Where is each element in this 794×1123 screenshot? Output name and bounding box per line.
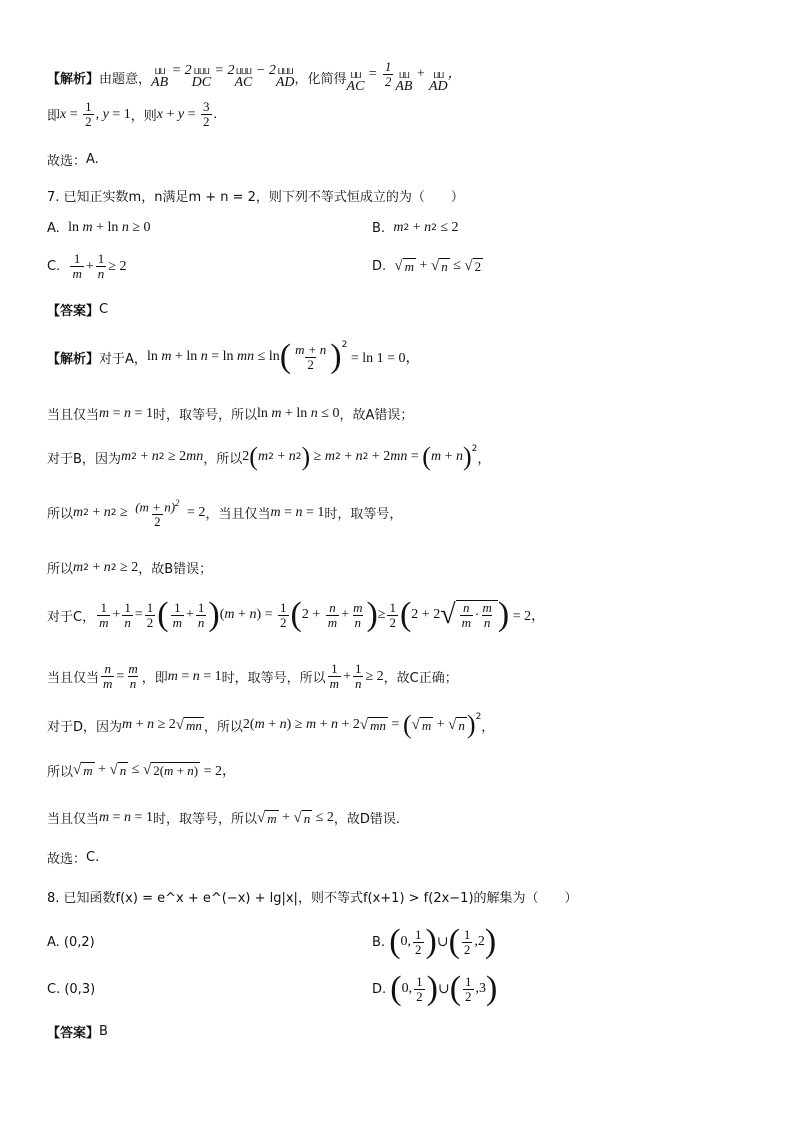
q7-analysis-a-2: 当且仅当 m = n = 1 时，取等号， 所以 ln m + ln n ≤ 0 ，故A错误； <box>47 405 414 423</box>
q8-answer: 【答案】 B <box>47 1024 108 1041</box>
q7-analysis-b: 对于 B， 因为 m 2 + n 2 ≥ 2 mn ， 所以 2 ( m 2 + n 2 ) ≥ m 2 + n 2 + 2 mn = ( m + n ) $^2$ ， <box>47 442 491 471</box>
analysis-tag: 【解析】 <box>47 71 100 87</box>
q8-option-c: C. (0,3) <box>47 982 96 997</box>
simplified-equation: ⵡⵡ AC = $\frac{1}{2}$ ⵡⵡ AB + ⵡⵡ AD， <box>346 59 462 94</box>
q8-stem: 8. 已知函数f(x) = e^x + e^(−x) + lg|x|，则不等式f(x+1) > f(2x−1)的解集为（ ） <box>47 891 578 906</box>
q7-option-a: A. ln m + ln n ≥ 0 <box>47 220 151 236</box>
q7-answer: 【答案】 C <box>47 302 109 319</box>
q7-analysis-b-2: 所以 m 2 + n 2 ≥ $\frac{(m + n)^2}{2}$ = 2 ， 当且仅当 m = n = 1 时，取等号， <box>47 498 403 530</box>
analysis-line-1: 【解析】 由题意， ⵡⵡ AB = 2 ⵡⵡⵡ DC = 2 ⵡⵡⵡ AC − 2 ⵡⵡⵡ AD ，化简得 ⵡⵡ AC = $\frac{1}{2}$ ⵡⵡ AB + ⵡⵡ AD， <box>47 59 462 94</box>
analysis-line-2: 即 x = $\frac{1}{2}$ , y = 1 ，则 x + y = $\frac{3}{2}$ . <box>47 99 218 129</box>
q8-option-d: D. ( 0, $\frac{1}{2}$ ) ∪ ( $\frac{1}{2}$ ,3 ) <box>372 970 498 1007</box>
q7-analysis-b-3: 所以 m 2 + n 2 ≥ 2 ，故B错误； <box>47 559 213 577</box>
q7-analysis-d-2: 所以 √ m + √ n ≤ √ 2(m + n) = 2， <box>47 762 237 780</box>
q7-analysis-c-2: 当且仅当 $\frac{n}{m}$ = $\frac{m}{n}$ ，即 m = n = 1 时，取等号，所以 $\frac{1}{m}$ + $\frac{1}{n}$ ≥ 2 ，故C正确； <box>47 661 458 691</box>
q7-analysis-d-3: 当且仅当 m = n = 1 时，取等号，所以 √ m + √ n ≤ 2 ，故D错误. <box>47 809 401 827</box>
q7-stem: 7. 已知正实数m，n满足m + n = 2，则下列不等式恒成立的为（ ） <box>47 190 464 205</box>
choose-line-1: 故选： A. <box>47 152 99 169</box>
q7-option-b: B. m 2 + n 2 ≤ 2 <box>372 220 459 236</box>
q7-analysis-a: 【解析】 对于 A， ln m + ln n = ln mn ≤ ln ( $\frac{m + n}{2}$ ) $^2$ = ln 1 = 0， <box>47 338 420 375</box>
q8-option-a: A. (0,2) <box>47 935 95 950</box>
q7-analysis-d: 对于 D， 因为 m + n ≥ 2 √ mn ， 所以 2 ( m + n ) ≥ m + n + 2 √ mn = ( √ m + √ n ) $^2$ ， <box>47 710 495 739</box>
q7-option-c: C. $\frac{1}{m}$ + $\frac{1}{n}$ ≥ 2 <box>47 251 127 281</box>
q8-option-b: B. ( 0, $\frac{1}{2}$ ) ∪ ( $\frac{1}{2}$ ,2 ) <box>372 923 497 960</box>
q7-analysis-c: 对于 C， $\frac{1}{m}$ + $\frac{1}{n}$ = $\frac{1}{2}$ ( $\frac{1}{m}$ + $\frac{1}{n}$ ) ( m + n ) = $\frac{1}{2}$ ( 2 + $\frac{n}{m}$ + $\frac{m}{n}$ ) ≥ $\frac{1}{2}$ ( 2 + 2 √ $\frac{n}{m}$ · $\frac{m}{n}$ ) = 2， <box>47 596 546 633</box>
vector-equation: ⵡⵡ AB = 2 ⵡⵡⵡ DC = 2 ⵡⵡⵡ AC − 2 ⵡⵡⵡ AD <box>151 63 295 91</box>
q7-choose: 故选： C. <box>47 850 100 867</box>
q7-option-d: D. √ m + √ n ≤ √ 2 <box>372 258 482 274</box>
